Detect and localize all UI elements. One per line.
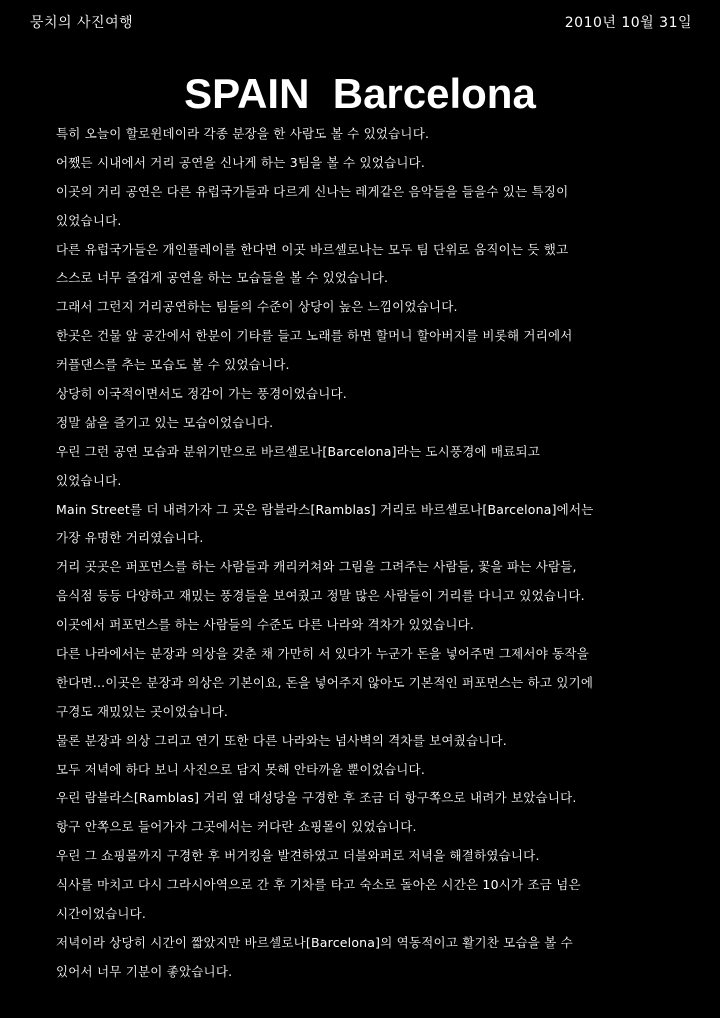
text-line: 항구 안쪽으로 들어가자 그곳에서는 커다란 쇼핑몰이 있었습니다. bbox=[56, 819, 417, 835]
text-line: 저녁이라 상당히 시간이 짧았지만 바르셀로나[Barcelona]의 역동적이고 활기찬 모습을 볼 수 bbox=[56, 934, 573, 950]
text-line: 이곳에서 퍼포먼스를 하는 사람들의 수준도 다른 나라와 격차가 있었습니다. bbox=[56, 617, 475, 633]
text-line: 구경도 재밌있는 곳이었습니다. bbox=[56, 703, 229, 719]
author-label: 뭉치의 사진여행 bbox=[30, 15, 134, 31]
page-title: SPAIN Barcelona bbox=[184, 70, 536, 118]
text-line: 식사를 마치고 다시 그라시아역으로 간 후 기차를 타고 숙소로 돌아온 시간은 10시가 조금 넘은 bbox=[56, 877, 581, 893]
text-line: 있어서 너무 기분이 좋았습니다. bbox=[56, 963, 233, 979]
text-line: 그래서 그런지 거리공연하는 팀들의 수준이 상당이 높은 느낌이었습니다. bbox=[56, 299, 458, 315]
text-line: 커플댄스를 추는 모습도 볼 수 있었습니다. bbox=[56, 357, 290, 373]
text-line: 우린 그 쇼핑몰까지 구경한 후 버거킹을 발견하였고 더블와퍼로 저녁을 해결하였습니다. bbox=[56, 848, 540, 864]
text-line: 가장 유명한 거리였습니다. bbox=[56, 530, 204, 546]
text-line: 있었습니다. bbox=[56, 212, 122, 228]
text-line: 정말 삶을 즐기고 있는 모습이었습니다. bbox=[56, 414, 274, 430]
text-line: 우린 그런 공연 모습과 분위기만으로 바르셀로나[Barcelona]라는 도시풍경에 매료되고 bbox=[56, 443, 541, 459]
text-line: 어쨌든 시내에서 거리 공연을 신나게 하는 3팀을 볼 수 있었습니다. bbox=[56, 154, 426, 170]
date-label: 2010년 10월 31일 bbox=[564, 15, 692, 31]
text-line: 음식점 등등 다양하고 재밌는 풍경들을 보여줬고 정말 많은 사람들이 거리를 다니고 있었습니다. bbox=[56, 588, 585, 604]
text-line: Main Street를 더 내려가자 그 곳은 람블라스[Ramblas] 거리로 바르셀로나[Barcelona]에서는 bbox=[56, 501, 594, 517]
article-body bbox=[56, 120, 696, 987]
text-line: 모두 저녁에 하다 보니 사진으로 담지 못해 안타까울 뿐이었습니다. bbox=[56, 761, 425, 777]
text-line: 시간이었습니다. bbox=[56, 906, 147, 922]
text-line: 상당히 이국적이면서도 정감이 가는 풍경이었습니다. bbox=[56, 386, 347, 402]
text-line: 한곳은 건물 앞 공간에서 한분이 기타를 들고 노래를 하면 할머니 할아버지를 비롯해 거리에서 bbox=[56, 328, 573, 344]
text-line: 이곳의 거리 공연은 다른 유럽국가들과 다르게 신나는 레게같은 음악들을 들을수 있는 특징이 bbox=[56, 183, 569, 199]
text-line: 있었습니다. bbox=[56, 472, 122, 488]
text-line: 다른 나라에서는 분장과 의상을 갖춘 채 가만히 서 있다가 누군가 돈을 넣어주면 그제서야 동작을 bbox=[56, 646, 589, 662]
text-line: 스스로 너무 즐겁게 공연을 하는 모습들을 볼 수 있었습니다. bbox=[56, 270, 389, 286]
text-line: 우린 람블라스[Ramblas] 거리 옆 대성당을 구경한 후 조금 더 항구쪽으로 내려가 보았습니다. bbox=[56, 790, 577, 806]
text-line: 한다면...이곳은 분장과 의상은 기본이요, 돈을 넣어주지 않아도 기본적인 퍼포먼스는 하고 있기에 bbox=[56, 674, 594, 690]
text-line: 물론 분장과 의상 그리고 연기 또한 다른 나라와는 넘사벽의 격차를 보여줬습니다. bbox=[56, 732, 507, 748]
text-line: 특히 오늘이 할로윈데이라 각종 분장을 한 사람도 볼 수 있었습니다. bbox=[56, 126, 430, 141]
text-line: 거리 곳곳은 퍼포먼스를 하는 사람들과 캐리커쳐와 그림을 그려주는 사람들, 꽃을 파는 사람들, bbox=[56, 559, 577, 575]
text-line: 다른 유럽국가들은 개인플레이를 한다면 이곳 바르셀로나는 모두 팀 단위로 움직이는 듯 했고 bbox=[56, 241, 569, 257]
